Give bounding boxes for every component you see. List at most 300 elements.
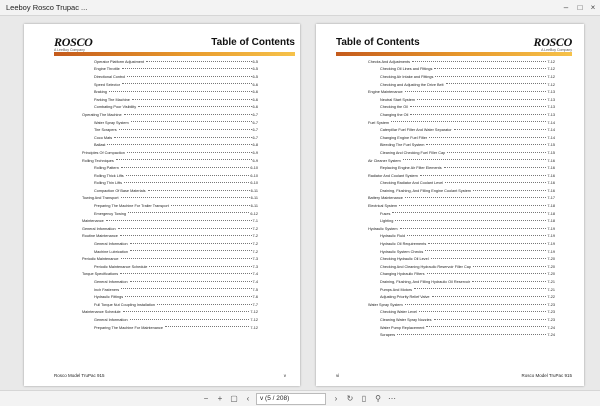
- dot-leader: [425, 248, 546, 252]
- dot-leader: [446, 81, 547, 85]
- dot-leader: [120, 271, 251, 275]
- pdf-page-left: [24, 24, 300, 386]
- footer-model: Rosco Model TruPac 915: [54, 373, 105, 378]
- toc-entry-page: 6-5: [252, 74, 258, 79]
- toc-entry-label: General Information: [94, 317, 128, 322]
- toc-entry[interactable]: [82, 126, 258, 134]
- toc-entry-page: 6-7: [252, 112, 258, 117]
- toc-list: [368, 58, 555, 339]
- toc-entry-label: Hydraulic System: [368, 226, 398, 231]
- toc-entry-page: 7-21: [547, 280, 555, 285]
- toc-entry[interactable]: [82, 202, 258, 210]
- toc-entry-page: 7-18: [547, 204, 555, 209]
- toc-entry-label: Rolling Techniques: [82, 158, 114, 163]
- toc-entry-label: Caterpillar Fuel Filter And Water Separator: [380, 128, 452, 133]
- dot-leader: [434, 316, 547, 320]
- toc-entry[interactable]: [82, 172, 258, 180]
- dot-leader: [405, 88, 547, 92]
- dot-leader: [107, 142, 251, 146]
- toc-entry-label: Battery Maintenance: [368, 196, 403, 201]
- toc-entry[interactable]: [368, 58, 555, 66]
- rosco-logo: ROSCO: [533, 35, 572, 49]
- dot-leader: [410, 104, 547, 108]
- toc-entry[interactable]: [82, 217, 258, 225]
- dot-leader: [419, 309, 546, 313]
- dot-leader: [447, 149, 546, 153]
- toc-entry[interactable]: [368, 324, 555, 332]
- toc-entry-page: 7-21: [547, 287, 555, 292]
- toc-entry-page: 6-6: [252, 82, 258, 87]
- rotate-icon[interactable]: ↻: [346, 394, 354, 403]
- toc-entry-page: 7-18: [547, 219, 555, 224]
- toc-entry-label: Scrapers: [380, 333, 396, 338]
- toc-entry-label: Operating The Machine: [82, 112, 122, 117]
- toc-entry[interactable]: [82, 210, 258, 218]
- toc-entry-page: 7-23: [547, 310, 555, 315]
- dot-leader: [130, 278, 252, 282]
- toc-entry[interactable]: [82, 233, 258, 241]
- dot-leader: [130, 316, 250, 320]
- toc-entry-page: 7-23: [547, 317, 555, 322]
- dot-leader: [412, 58, 546, 62]
- toc-entry-page: 6-5: [252, 59, 258, 64]
- dot-leader: [434, 66, 546, 70]
- dot-leader: [431, 255, 547, 259]
- dot-leader: [410, 111, 546, 115]
- dot-leader: [400, 225, 547, 229]
- more-options-icon[interactable]: ⋯: [388, 394, 396, 403]
- dot-leader: [405, 301, 547, 305]
- rosco-logo: ROSCO: [54, 35, 93, 49]
- dot-leader: [395, 217, 546, 221]
- toc-entry[interactable]: [368, 217, 555, 225]
- toc-entry[interactable]: [82, 96, 258, 104]
- toc-entry-label: Checking And Cleaning Hydraulic Reservoir Filler Cap: [380, 264, 471, 269]
- toc-entry-page: 7-24: [547, 333, 555, 338]
- toc-entry-page: 7-13: [547, 112, 555, 117]
- toc-entry-label: Checking Hydraulic Oil Level: [380, 257, 429, 262]
- toc-entry-page: 7-7: [252, 302, 258, 307]
- toc-entry[interactable]: [368, 180, 555, 188]
- dot-leader: [426, 142, 546, 146]
- toc-entry-page: 7-23: [547, 302, 555, 307]
- toc-entry[interactable]: [368, 126, 555, 134]
- toc-entry-page: 7-15: [547, 150, 555, 155]
- toc-entry-label: Fuses: [380, 211, 391, 216]
- toc-entry[interactable]: [82, 293, 258, 301]
- toc-entry-page: 7-16: [547, 158, 555, 163]
- dot-leader: [121, 286, 251, 290]
- toc-entry-label: Hydraulic Fluid: [380, 234, 406, 239]
- dot-leader: [399, 202, 546, 206]
- toc-entry-page: 7-19: [547, 226, 555, 231]
- toc-entry-label: General Information: [82, 226, 116, 231]
- toc-entry[interactable]: [82, 111, 258, 119]
- toc-entry[interactable]: [82, 301, 258, 309]
- toc-entry-page: 7-20: [547, 257, 555, 262]
- toc-entry-label: Hydraulic System Checks: [380, 249, 424, 254]
- dot-leader: [473, 187, 546, 191]
- toc-entry[interactable]: [82, 180, 258, 188]
- two-page-view-icon[interactable]: ▯: [361, 394, 367, 403]
- toc-entry[interactable]: [82, 278, 258, 286]
- dot-leader: [473, 263, 546, 267]
- footer-model: Rosco Model TruPac 915: [521, 373, 572, 378]
- toc-entry[interactable]: [368, 96, 555, 104]
- toc-entry-page: 7-12: [250, 325, 258, 330]
- toc-entry-page: 6-7: [252, 128, 258, 133]
- toc-entry[interactable]: [368, 73, 555, 81]
- dot-leader: [138, 104, 251, 108]
- toc-entry-label: Checking the Oil: [380, 105, 408, 110]
- toc-entry-label: Maintenance Schedule: [82, 310, 121, 315]
- toc-entry[interactable]: [82, 73, 258, 81]
- toc-entry-label: Pumps And Motors: [380, 287, 413, 292]
- dot-leader: [165, 324, 249, 328]
- toc-entry-label: Periodic Maintenance: [82, 257, 119, 262]
- toc-entry-page: 7-12: [547, 67, 555, 72]
- toc-entry[interactable]: [82, 149, 258, 157]
- toc-entry-page: 6-10: [250, 173, 258, 178]
- toc-entry-label: Checking Radiator And Coolant Level: [380, 181, 444, 186]
- toc-entry[interactable]: [82, 309, 258, 317]
- toc-entry-label: Replacing Engine Air Filter Elements: [380, 166, 442, 171]
- toc-entry[interactable]: [368, 142, 555, 150]
- dot-leader: [472, 278, 546, 282]
- toc-entry-label: General Information: [94, 280, 128, 285]
- toc-entry[interactable]: [368, 301, 555, 309]
- dot-leader: [124, 180, 249, 184]
- dot-leader: [106, 217, 252, 221]
- toc-entry-page: 7-3: [252, 257, 258, 262]
- dot-leader: [130, 248, 252, 252]
- toc-entry[interactable]: [368, 149, 555, 157]
- dot-leader: [392, 210, 546, 214]
- dot-leader: [427, 271, 547, 275]
- dot-leader: [149, 263, 251, 267]
- toc-entry-page: 7-12: [547, 59, 555, 64]
- toc-entry-label: Compaction Of Base Materials: [94, 188, 146, 193]
- toc-entry-label: Electrical System: [368, 204, 398, 209]
- fit-page-icon[interactable]: ▢: [230, 394, 238, 403]
- toc-entry[interactable]: [368, 331, 555, 339]
- toc-entry-label: Parking The Machine: [94, 97, 130, 102]
- toc-entry-label: Hydraulic Oil Requirements: [380, 242, 427, 247]
- dot-leader: [132, 96, 252, 100]
- toc-entry-page: 7-5: [252, 287, 258, 292]
- toc-entry-label: Rolling Thick Lifts: [94, 173, 124, 178]
- toc-entry-label: Checking and Adjusting the Drive Belt: [380, 82, 444, 87]
- toc-entry-page: 7-14: [547, 135, 555, 140]
- toc-entry-label: Torque Specifications: [82, 272, 119, 277]
- dot-leader: [157, 301, 252, 305]
- previous-page-icon[interactable]: ‹: [246, 394, 250, 403]
- toc-entry-label: Water Spray System: [368, 302, 403, 307]
- toc-entry[interactable]: [368, 187, 555, 195]
- toc-entry-page: 6-11: [250, 196, 258, 201]
- title-bar: [0, 0, 600, 16]
- toc-entry-label: Water Pump Replacement: [380, 325, 425, 330]
- toc-entry-label: Periodic Maintenance Schedule: [94, 264, 148, 269]
- dot-leader: [417, 96, 546, 100]
- toc-entry[interactable]: [82, 157, 258, 165]
- zoom-in-icon[interactable]: +: [217, 394, 223, 403]
- toc-entry[interactable]: [82, 88, 258, 96]
- toc-entry[interactable]: [368, 271, 555, 279]
- dot-leader: [119, 126, 252, 130]
- toc-entry-label: Hydraulic Fittings: [94, 295, 124, 300]
- header-rule: [54, 52, 295, 56]
- dot-leader: [123, 309, 250, 313]
- toc-entry-page: 7-12: [250, 310, 258, 315]
- toc-entry[interactable]: [368, 263, 555, 271]
- toc-entry[interactable]: [82, 225, 258, 233]
- dot-leader: [126, 172, 250, 176]
- toc-entry[interactable]: [82, 263, 258, 271]
- toc-entry[interactable]: [82, 164, 258, 172]
- toc-entry-label: Maintenance: [82, 219, 104, 224]
- toc-entry[interactable]: [82, 119, 258, 127]
- toc-entry-label: Emergency Towing: [94, 211, 127, 216]
- toc-entry[interactable]: [368, 240, 555, 248]
- toc-entry-label: Routine Maintenance: [82, 234, 118, 239]
- toc-entry-label: Inch Fasteners: [94, 287, 120, 292]
- dot-leader: [130, 240, 252, 244]
- dot-leader: [429, 134, 546, 138]
- toc-entry-page: 7-19: [547, 249, 555, 254]
- dot-leader: [131, 119, 252, 123]
- bottom-toolbar: [0, 390, 600, 406]
- dot-leader: [127, 149, 252, 153]
- toc-entry-page: 6-9: [252, 158, 258, 163]
- toc-entry-page: 6-9: [252, 150, 258, 155]
- toc-entry-label: Draining, Flushing, And Filling Hydraulic Oil Reservoir: [380, 280, 471, 285]
- toc-entry[interactable]: [82, 195, 258, 203]
- toc-entry-label: Changing Hydraulic Filters: [380, 272, 425, 277]
- toc-entry-page: 7-14: [547, 120, 555, 125]
- toc-entry[interactable]: [82, 58, 258, 66]
- dot-leader: [391, 119, 546, 123]
- toc-entry[interactable]: [368, 255, 555, 263]
- toc-entry[interactable]: [368, 316, 555, 324]
- toc-entry[interactable]: [368, 202, 555, 210]
- toc-entry-page: 7-13: [547, 105, 555, 110]
- toc-list: [82, 58, 258, 331]
- toc-entry-page: 6-10: [250, 181, 258, 186]
- toc-entry-label: Adjusting Priority Relief Valve: [380, 295, 430, 300]
- dot-leader: [405, 195, 547, 199]
- toc-entry-label: Checking Oil Lines and Fittings: [380, 67, 433, 72]
- toc-entry-page: 7-14: [547, 128, 555, 133]
- dot-leader: [114, 134, 251, 138]
- close-icon[interactable]: ×: [590, 3, 596, 12]
- dot-leader: [432, 293, 547, 297]
- toc-entry[interactable]: [368, 225, 555, 233]
- toc-entry-page: 7-20: [547, 272, 555, 277]
- toc-entry-page: 7-15: [547, 143, 555, 148]
- toc-entry-page: 7-16: [547, 188, 555, 193]
- toc-entry-page: 7-16: [547, 181, 555, 186]
- toc-entry-label: Operator Platform Adjustment: [94, 59, 145, 64]
- toc-entry-label: Coco Mats: [94, 135, 113, 140]
- toc-entry[interactable]: [82, 316, 258, 324]
- toc-entry-page: 7-24: [547, 325, 555, 330]
- toc-entry-label: Braking: [94, 90, 107, 95]
- toc-entry-label: Cleaning Water Spray Nozzles: [380, 317, 432, 322]
- toc-entry-label: Checking Air Intake and Fittings: [380, 74, 434, 79]
- dot-leader: [121, 255, 252, 259]
- next-page-icon[interactable]: ›: [334, 394, 338, 403]
- toc-entry[interactable]: [82, 271, 258, 279]
- page-number-field[interactable]: v (5 / 208): [256, 393, 326, 405]
- toc-entry-page: 7-20: [547, 264, 555, 269]
- toc-entry-page: 7-12: [250, 317, 258, 322]
- toc-entry-label: Draining, Flushing, And Filling Engine Coolant System: [380, 188, 471, 193]
- toc-entry-label: Neutral Start System: [380, 97, 416, 102]
- toc-entry[interactable]: [368, 309, 555, 317]
- toc-entry-page: 7-13: [547, 97, 555, 102]
- toc-entry[interactable]: [368, 88, 555, 96]
- toc-entry[interactable]: [368, 210, 555, 218]
- toc-entry[interactable]: [82, 66, 258, 74]
- toc-entry[interactable]: [82, 248, 258, 256]
- toc-entry-label: Towing And Transport: [82, 196, 119, 201]
- minimize-icon[interactable]: –: [563, 3, 569, 12]
- toc-entry-label: Lighting: [380, 219, 394, 224]
- toc-entry[interactable]: [368, 104, 555, 112]
- toc-entry-page: 6-7: [252, 120, 258, 125]
- dot-leader: [125, 293, 251, 297]
- toc-entry-label: Water Spray System: [94, 120, 129, 125]
- toc-entry-label: Changing Engine Fuel Filter: [380, 135, 428, 140]
- search-icon[interactable]: ⚲: [375, 394, 381, 403]
- logo-subtitle: A LeeBoy Company: [541, 48, 572, 52]
- footer-page-number: v: [283, 373, 286, 378]
- toc-entry[interactable]: [368, 164, 555, 172]
- header-rule: [336, 52, 572, 56]
- pdf-page-right: [316, 24, 584, 386]
- toc-entry-label: Fuel System: [368, 120, 390, 125]
- toc-entry[interactable]: [82, 240, 258, 248]
- toc-entry-label: Rolling Thin Lifts: [94, 181, 122, 186]
- toc-entry[interactable]: [368, 248, 555, 256]
- toc-entry-page: 6-7: [252, 135, 258, 140]
- toc-entry[interactable]: [82, 142, 258, 150]
- dot-leader: [128, 210, 249, 214]
- toc-entry-page: 6-6: [252, 105, 258, 110]
- dot-leader: [122, 81, 252, 85]
- page-title: Table of Contents: [211, 37, 295, 48]
- toc-entry-label: Engine Throttle: [94, 67, 120, 72]
- toc-entry[interactable]: [368, 172, 555, 180]
- dot-leader: [109, 88, 252, 92]
- toc-entry-page: 7-16: [547, 166, 555, 171]
- toc-entry[interactable]: [82, 324, 258, 332]
- document-title: Leeboy Rosco Trupac ...: [6, 3, 88, 12]
- toc-entry-label: General Information: [94, 242, 128, 247]
- toc-entry[interactable]: [368, 195, 555, 203]
- toc-entry-label: Checking Water Level: [380, 310, 418, 315]
- toc-entry[interactable]: [368, 134, 555, 142]
- dot-leader: [397, 331, 546, 335]
- toc-entry-page: 6-5: [252, 67, 258, 72]
- dot-leader: [445, 180, 546, 184]
- toc-entry[interactable]: [82, 255, 258, 263]
- toc-entry-page: 7-16: [547, 173, 555, 178]
- toc-entry-page: 7-6: [252, 295, 258, 300]
- toc-entry[interactable]: [368, 233, 555, 241]
- toc-entry-page: 7-22: [547, 295, 555, 300]
- toc-entry-label: Machine Lubrication: [94, 249, 128, 254]
- toc-entry-page: 7-19: [547, 242, 555, 247]
- toc-entry[interactable]: [368, 111, 555, 119]
- toc-entry[interactable]: [368, 66, 555, 74]
- toc-entry-page: 7-1: [252, 219, 258, 224]
- toc-entry-page: 6-10: [250, 166, 258, 171]
- toc-entry-label: Air Cleaner System: [368, 158, 401, 163]
- toc-entry[interactable]: [368, 286, 555, 294]
- toc-entry-label: Speed Selector: [94, 82, 120, 87]
- toc-entry-page: 6-11: [250, 204, 258, 209]
- toc-entry[interactable]: [82, 187, 258, 195]
- toc-entry-page: 7-2: [252, 226, 258, 231]
- maximize-icon[interactable]: □: [577, 3, 583, 12]
- toc-entry-label: Bleeding The Fuel System: [380, 143, 425, 148]
- toc-entry-label: Rolling Pattern: [94, 166, 119, 171]
- footer-page-number: vi: [336, 373, 340, 378]
- toc-entry-page: 7-18: [547, 211, 555, 216]
- toc-entry[interactable]: [82, 286, 258, 294]
- toc-entry-label: Engine Maintenance: [368, 90, 403, 95]
- dot-leader: [116, 157, 252, 161]
- toc-entry-page: 7-12: [547, 82, 555, 87]
- dot-leader: [121, 164, 249, 168]
- toc-entry-page: 6-12: [250, 211, 258, 216]
- dot-leader: [435, 73, 546, 77]
- toc-entry-label: Full Torque Nut Coupling Installation: [94, 302, 155, 307]
- toc-entry-page: 7-12: [547, 74, 555, 79]
- dot-leader: [124, 111, 252, 115]
- toc-entry[interactable]: [368, 157, 555, 165]
- toc-entry-label: Preparing The Machine For Trailer Transport: [94, 204, 169, 209]
- toc-entry-page: 7-2: [252, 242, 258, 247]
- toc-entry[interactable]: [82, 134, 258, 142]
- dot-leader: [420, 172, 547, 176]
- toc-entry-page: 7-19: [547, 234, 555, 239]
- toc-entry-page: 7-2: [252, 249, 258, 254]
- toc-entry-label: Cleaning And Checking Fuel Filler Cap: [380, 150, 446, 155]
- dot-leader: [120, 233, 252, 237]
- dot-leader: [426, 324, 546, 328]
- toc-entry[interactable]: [368, 119, 555, 127]
- toc-entry[interactable]: [82, 81, 258, 89]
- toc-entry-label: Directional Control: [94, 74, 126, 79]
- dot-leader: [127, 73, 251, 77]
- toc-entry[interactable]: [82, 104, 258, 112]
- toc-entry[interactable]: [368, 278, 555, 286]
- toc-entry[interactable]: [368, 81, 555, 89]
- toc-entry-page: 7-17: [547, 196, 555, 201]
- toc-entry-label: Principles Of Compaction: [82, 150, 125, 155]
- dot-leader: [146, 58, 251, 62]
- toc-entry-page: 6-6: [252, 97, 258, 102]
- toc-entry-label: Tire Scrapers: [94, 128, 117, 133]
- dot-leader: [403, 157, 547, 161]
- toc-entry-page: 6-8: [252, 143, 258, 148]
- dot-leader: [121, 195, 250, 199]
- zoom-out-icon[interactable]: −: [203, 394, 209, 403]
- toc-entry[interactable]: [368, 293, 555, 301]
